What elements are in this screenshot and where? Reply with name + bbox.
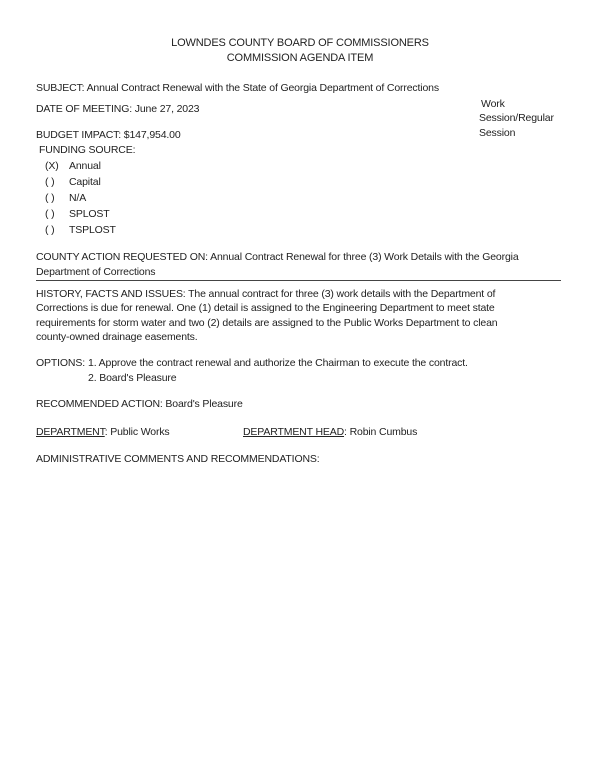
funding-label: SPLOST bbox=[69, 208, 110, 220]
funding-label: Annual bbox=[69, 160, 101, 172]
history-line: Corrections is due for renewal. One (1) detail is assigned to the Engineering Department to meet state bbox=[36, 302, 495, 314]
admin-comments: ADMINISTRATIVE COMMENTS AND RECOMMENDATIONS: bbox=[36, 453, 320, 465]
budget-impact: BUDGET IMPACT: $147,954.00 bbox=[36, 129, 181, 141]
subject: SUBJECT: Annual Contract Renewal with the State of Georgia Department of Corrections bbox=[36, 82, 439, 94]
header-subtitle: COMMISSION AGENDA ITEM bbox=[226, 52, 374, 64]
funding-mark: ( ) bbox=[45, 176, 55, 188]
funding-label: TSPLOST bbox=[69, 224, 116, 236]
session-type-2: Session/Regular bbox=[479, 112, 554, 124]
session-type-3: Session bbox=[479, 127, 516, 139]
history-line: county-owned drainage easements. bbox=[36, 331, 198, 343]
header-title: LOWNDES COUNTY BOARD OF COMMISSIONERS bbox=[171, 37, 429, 49]
county-action-line: COUNTY ACTION REQUESTED ON: Annual Contract Renewal for three (3) Work Details with the Georgia bbox=[36, 251, 519, 263]
session-type-1: Work bbox=[481, 98, 505, 110]
department-head-label: DEPARTMENT HEAD bbox=[243, 426, 345, 438]
department-label: DEPARTMENT bbox=[36, 426, 105, 438]
department-value: : Public Works bbox=[104, 426, 170, 438]
county-action-line: Department of Corrections bbox=[36, 266, 156, 278]
department bbox=[36, 425, 170, 439]
funding-mark: ( ) bbox=[45, 192, 55, 204]
funding-mark: ( ) bbox=[45, 208, 55, 220]
department-head bbox=[243, 425, 417, 439]
history-line: HISTORY, FACTS AND ISSUES: The annual contract for three (3) work details with the Department of bbox=[36, 288, 496, 300]
funding-source-label: FUNDING SOURCE: bbox=[39, 144, 136, 156]
funding-mark: (X) bbox=[45, 160, 59, 172]
option-item: 1. Approve the contract renewal and authorize the Chairman to execute the contract. bbox=[88, 357, 468, 369]
divider bbox=[36, 280, 561, 281]
history-line: requirements for storm water and two (2) details are assigned to the Public Works Department to clean bbox=[36, 317, 498, 329]
recommended-action: RECOMMENDED ACTION: Board's Pleasure bbox=[36, 398, 243, 410]
funding-label: Capital bbox=[69, 176, 101, 188]
options-label: OPTIONS: bbox=[36, 357, 85, 369]
department-head-value: : Robin Cumbus bbox=[344, 426, 418, 438]
funding-label: N/A bbox=[69, 192, 87, 204]
option-item: 2. Board's Pleasure bbox=[88, 372, 177, 384]
funding-mark: ( ) bbox=[45, 224, 55, 236]
date-of-meeting: DATE OF MEETING: June 27, 2023 bbox=[36, 103, 200, 115]
